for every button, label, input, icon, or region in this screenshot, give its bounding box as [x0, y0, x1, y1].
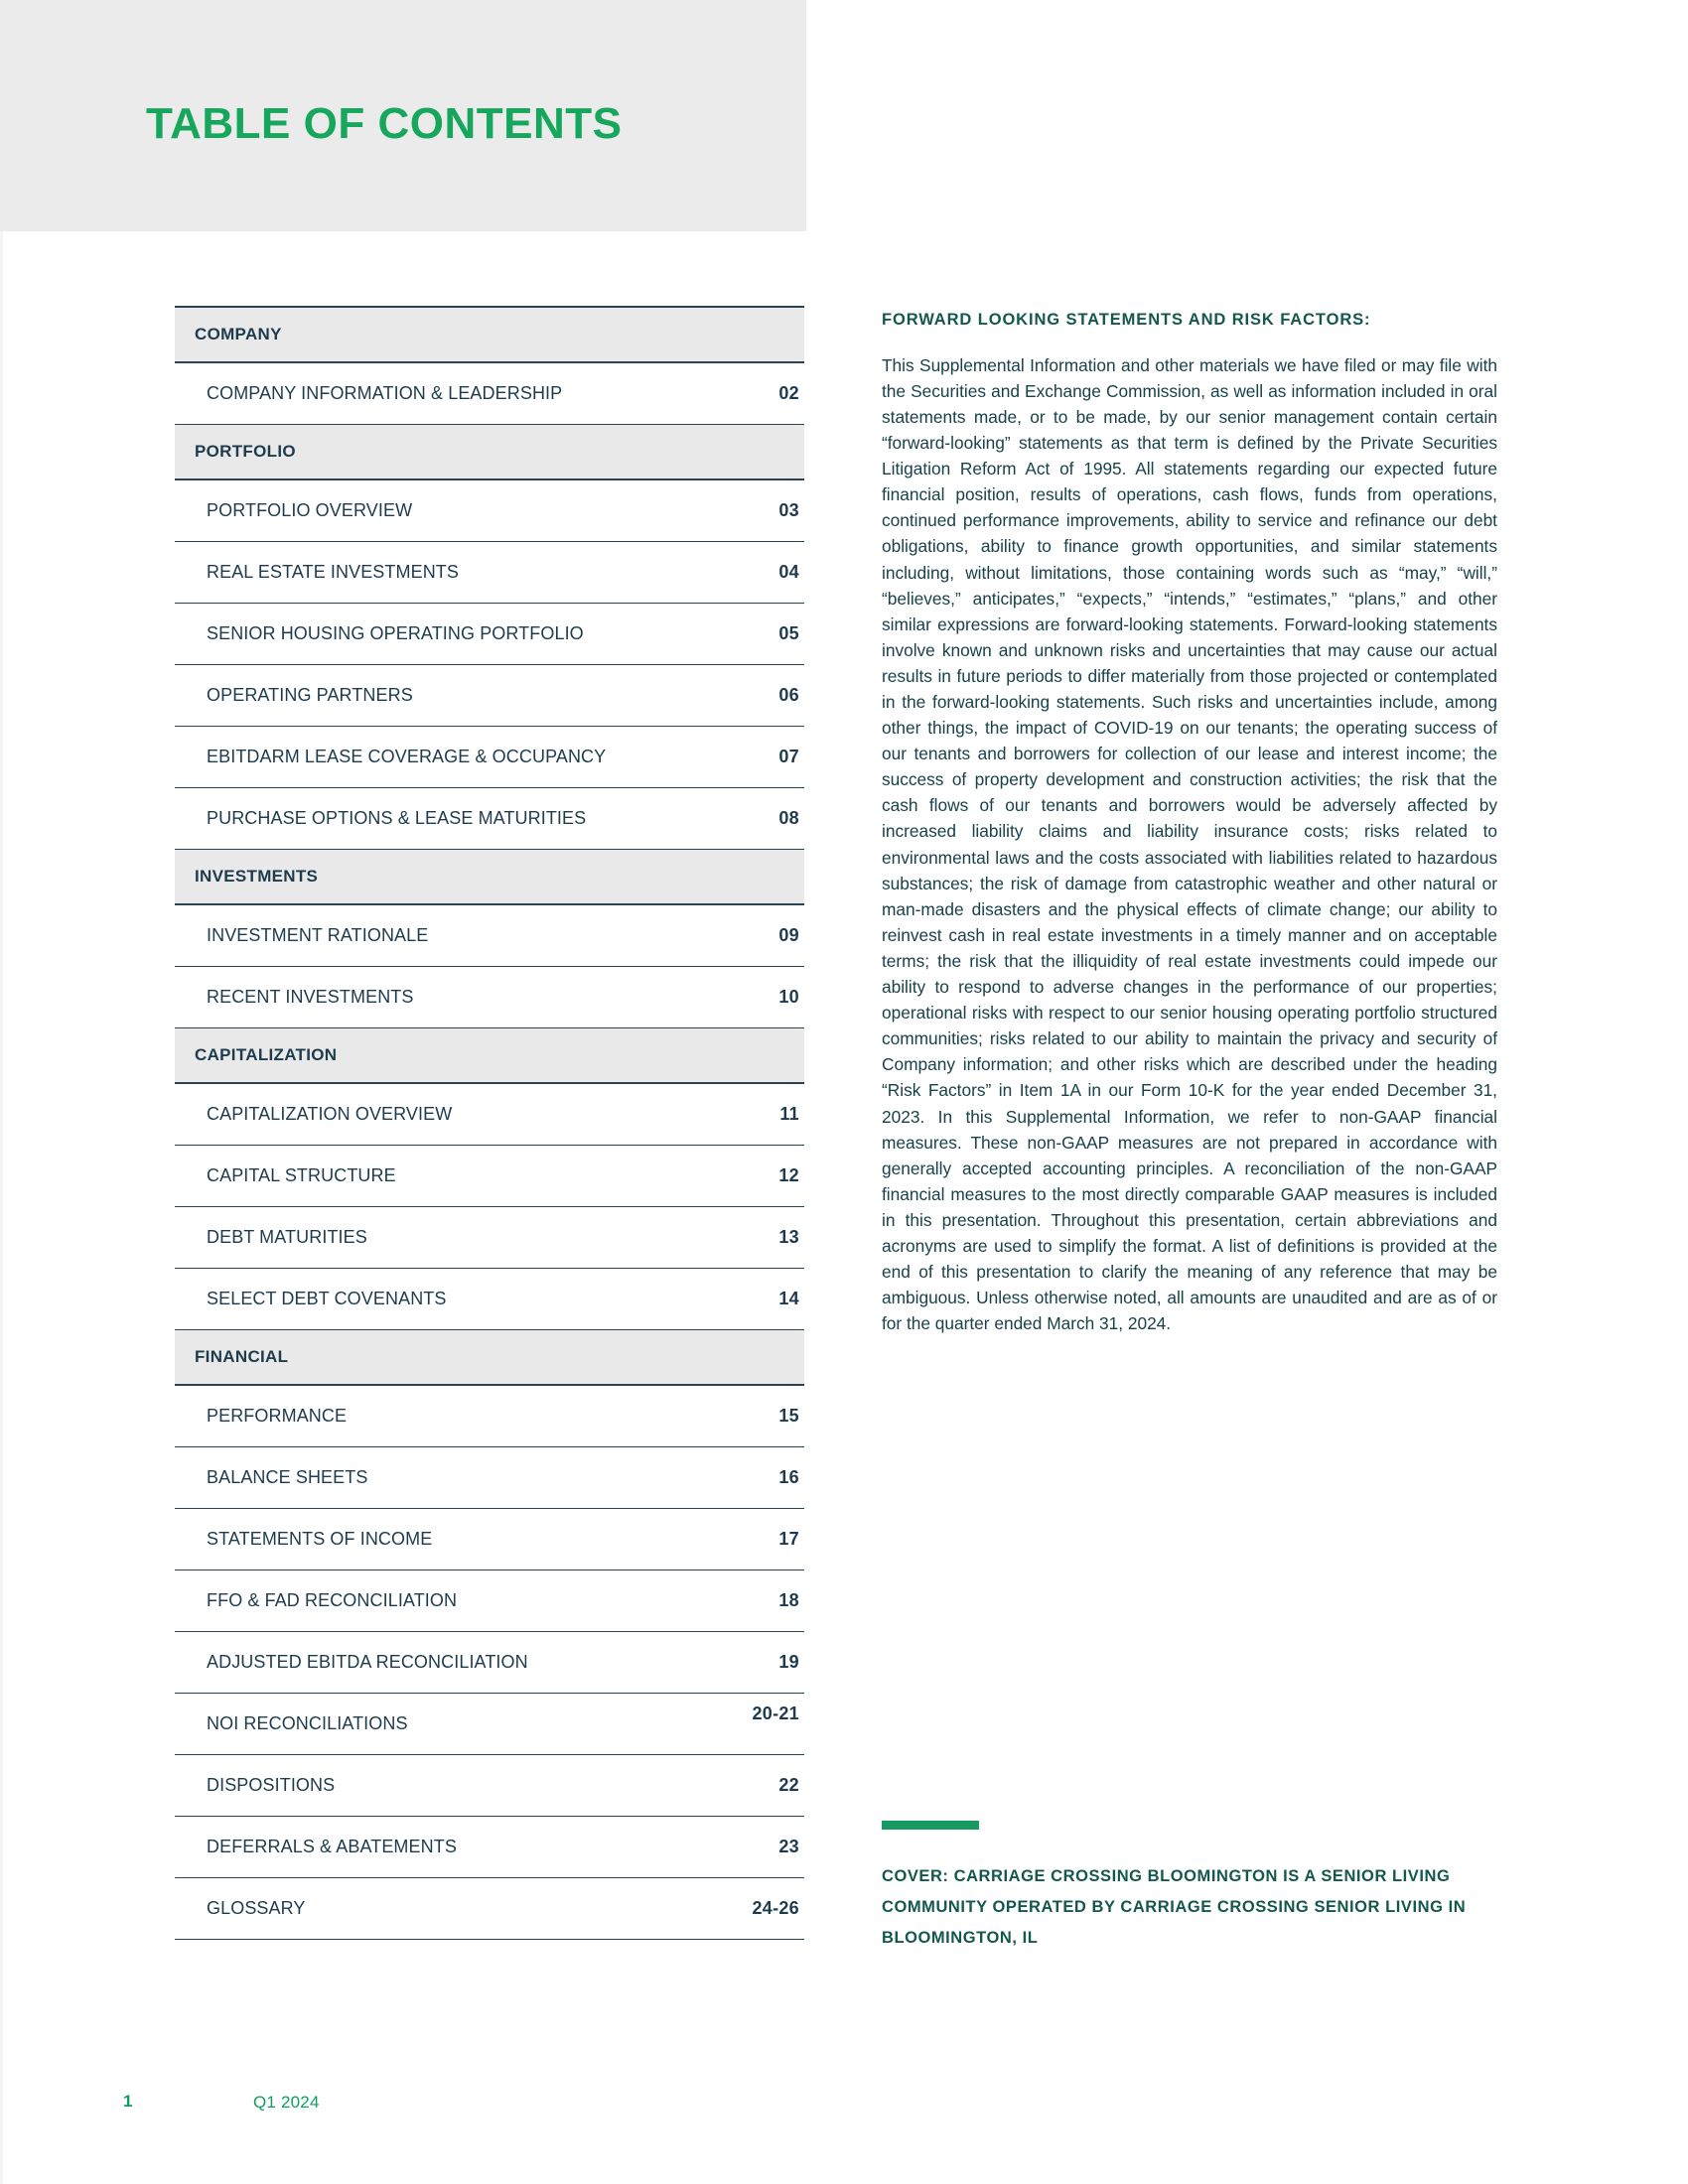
- toc-row[interactable]: [175, 542, 804, 604]
- toc-row-label: DISPOSITIONS: [207, 1775, 336, 1795]
- toc-row-page-number: 07: [778, 747, 799, 766]
- toc-row-label: EBITDARM LEASE COVERAGE & OCCUPANCY: [207, 747, 607, 766]
- toc-section-label: PORTFOLIO: [195, 442, 296, 461]
- toc-row-label: ADJUSTED EBITDA RECONCILIATION: [207, 1652, 528, 1672]
- toc-row-label: DEBT MATURITIES: [207, 1227, 367, 1247]
- footer-page-number: 1: [123, 2092, 133, 2111]
- toc-row-label: OPERATING PARTNERS: [207, 685, 413, 705]
- toc-row-page-number: 12: [778, 1165, 799, 1185]
- toc-row[interactable]: [175, 665, 804, 727]
- forward-looking-heading: FORWARD LOOKING STATEMENTS AND RISK FACTORS:: [882, 311, 1371, 329]
- toc-row-label: RECENT INVESTMENTS: [207, 987, 414, 1007]
- toc-row-page-number: 24-26: [752, 1898, 799, 1918]
- table-of-contents: [175, 306, 804, 1940]
- toc-row[interactable]: [175, 1570, 804, 1632]
- toc-section-header: [175, 308, 804, 363]
- toc-row-page-number: 13: [778, 1227, 799, 1247]
- toc-section-label: COMPANY: [195, 325, 282, 343]
- toc-row-page-number: 02: [778, 383, 799, 403]
- page-left-edge: [0, 0, 3, 2184]
- toc-row[interactable]: [175, 363, 804, 425]
- toc-row[interactable]: [175, 604, 804, 665]
- toc-row-page-number: 14: [778, 1289, 799, 1308]
- toc-row-page-number: 23: [778, 1837, 799, 1856]
- toc-row-page-number: 08: [778, 808, 799, 828]
- toc-section-header: [175, 850, 804, 905]
- toc-row-page-number: 04: [778, 562, 799, 582]
- page-title: TABLE OF CONTENTS: [146, 99, 623, 148]
- toc-row-page-number: 19: [778, 1652, 799, 1672]
- toc-row-page-number: 15: [778, 1406, 799, 1426]
- toc-row-label: BALANCE SHEETS: [207, 1467, 368, 1487]
- toc-row[interactable]: [175, 1755, 804, 1817]
- toc-row[interactable]: [175, 967, 804, 1028]
- toc-row[interactable]: [175, 1632, 804, 1694]
- toc-row[interactable]: [175, 788, 804, 850]
- forward-looking-body: This Supplemental Information and other materials we have filed or may file with the Securities and Exchange Commission, as well as information included in oral statements made, or to be made, by our senior management contain certain “forward-looking” statements as that term is defined by the Private Securities Litigation Reform Act of 1995. All statements regarding our expected future financial position, results of operations, cash flows, funds from operations, continued performance improvements, ability to service and refinance our debt obligations, ability to finance growth opportunities, and similar statements including, without limitations, those containing words such as “may,” “will,” “believes,” anticipates,” “expects,” “intends,” “estimates,” “plans,” and other similar expressions are forward-looking statements. Forward-looking statements involve known and unknown risks and uncertainties that may cause our actual results in future periods to differ materially from those projected or contemplated in the forward-looking statements. Such risks and uncertainties include, among other things, the impact of COVID-19 on our tenants; the operating success of our tenants and borrowers for collection of our lease and interest income; the success of property development and construction activities; the risk that the cash flows of our tenants and borrowers would be adversely affected by increased liability claims and liability insurance costs; risks related to environmental laws and the costs associated with liabilities related to hazardous substances; the risk of damage from catastrophic weather and other natural or man-made disasters and the physical effects of climate change; our ability to reinvest cash in real estate investments in a timely manner and on acceptable terms; the risk that the illiquidity of real estate investments could impede our ability to respond to adverse changes in the performance of our properties; operational risks with respect to our senior housing operating portfolio structured communities; risks related to our ability to maintain the privacy and security of Company information; and other risks which are described under the heading “Risk Factors” in Item 1A in our Form 10-K for the year ended December 31, 2023. In this Supplemental Information, we refer to non-GAAP financial measures. These non-GAAP measures are not prepared in accordance with generally accepted accounting principles. A reconciliation of the non-GAAP financial measures to the most directly comparable GAAP measures is included in this presentation. Throughout this presentation, certain abbreviations and acronyms are used to simplify the format. A list of definitions is provided at the end of this presentation to clarify the meaning of any reference that may be ambiguous. Unless otherwise noted, all amounts are unaudited and are as of or for the quarter ended March 31, 2024.: [882, 354, 1497, 1334]
- toc-row-page-number: 20-21: [752, 1704, 799, 1723]
- toc-row-label: PURCHASE OPTIONS & LEASE MATURITIES: [207, 808, 587, 828]
- toc-row[interactable]: [175, 1817, 804, 1878]
- toc-row-label: INVESTMENT RATIONALE: [207, 925, 429, 945]
- toc-row-label: GLOSSARY: [207, 1898, 306, 1918]
- toc-row-label: CAPITALIZATION OVERVIEW: [207, 1104, 453, 1124]
- toc-row-page-number: 11: [779, 1104, 799, 1124]
- toc-row[interactable]: [175, 1269, 804, 1330]
- toc-section-header: [175, 425, 804, 480]
- toc-row-label: SENIOR HOUSING OPERATING PORTFOLIO: [207, 623, 584, 643]
- toc-row-page-number: 03: [778, 500, 799, 520]
- toc-row-label: PERFORMANCE: [207, 1406, 348, 1426]
- toc-row[interactable]: [175, 1386, 804, 1447]
- toc-row[interactable]: [175, 1447, 804, 1509]
- toc-row-page-number: 18: [778, 1590, 799, 1610]
- toc-row[interactable]: [175, 905, 804, 967]
- forward-looking-column: [882, 311, 1497, 1336]
- cover-caption: COVER: CARRIAGE CROSSING BLOOMINGTON IS A SENIOR LIVING COMMUNITY OPERATED BY CARRIAGE CROSSING SENIOR LIVING IN BLOOMINGTON, IL: [882, 1867, 1467, 1947]
- toc-section-label: CAPITALIZATION: [195, 1045, 338, 1064]
- toc-section-label: FINANCIAL: [195, 1347, 289, 1366]
- footer-quarter-label: Q1 2024: [253, 2093, 320, 2112]
- toc-row[interactable]: [175, 727, 804, 788]
- toc-row[interactable]: [175, 1207, 804, 1269]
- toc-row[interactable]: [175, 480, 804, 542]
- toc-section-label: INVESTMENTS: [195, 867, 319, 886]
- toc-row-label: FFO & FAD RECONCILIATION: [207, 1590, 458, 1610]
- toc-row[interactable]: [175, 1084, 804, 1146]
- toc-row-label: PORTFOLIO OVERVIEW: [207, 500, 413, 520]
- toc-row-page-number: 16: [778, 1467, 799, 1487]
- toc-row[interactable]: [175, 1146, 804, 1207]
- toc-row-page-number: 17: [778, 1529, 799, 1549]
- toc-row-label: CAPITAL STRUCTURE: [207, 1165, 396, 1185]
- green-divider-rule: [882, 1821, 979, 1830]
- toc-section-header: [175, 1330, 804, 1386]
- toc-row-page-number: 06: [778, 685, 799, 705]
- toc-row-label: SELECT DEBT COVENANTS: [207, 1289, 447, 1308]
- toc-row-label: NOI RECONCILIATIONS: [207, 1713, 408, 1733]
- toc-row-label: COMPANY INFORMATION & LEADERSHIP: [207, 383, 563, 403]
- toc-row-page-number: 09: [778, 925, 799, 945]
- toc-row[interactable]: [175, 1694, 804, 1755]
- toc-row-label: DEFERRALS & ABATEMENTS: [207, 1837, 457, 1856]
- toc-row-page-number: 05: [778, 623, 799, 643]
- toc-row[interactable]: [175, 1509, 804, 1570]
- toc-row-label: REAL ESTATE INVESTMENTS: [207, 562, 460, 582]
- toc-row-label: STATEMENTS OF INCOME: [207, 1529, 433, 1549]
- toc-row-page-number: 22: [778, 1775, 799, 1795]
- toc-section-header: [175, 1028, 804, 1084]
- toc-row[interactable]: [175, 1878, 804, 1940]
- toc-row-page-number: 10: [778, 987, 799, 1007]
